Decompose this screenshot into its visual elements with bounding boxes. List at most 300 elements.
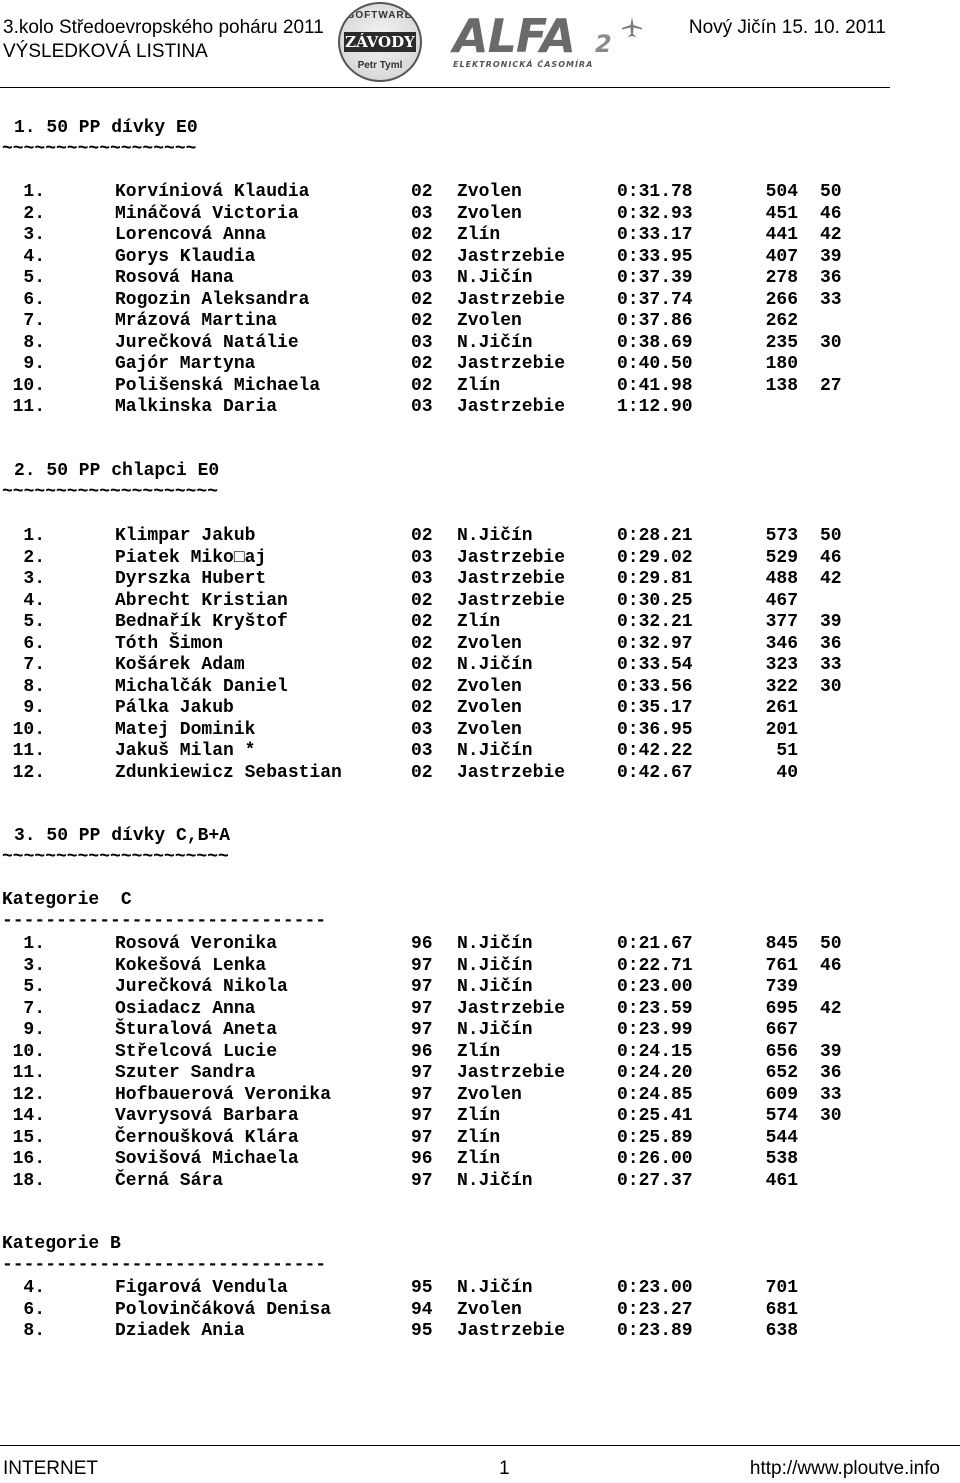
result-row bbox=[0, 1278, 860, 1299]
points: 488 bbox=[765, 569, 798, 589]
points: 180 bbox=[765, 354, 798, 374]
club: Jastrzebie bbox=[457, 763, 566, 783]
swimmer-name: Szuter Sandra bbox=[115, 1063, 256, 1083]
result-row bbox=[0, 569, 860, 590]
cup-points: 42 bbox=[820, 225, 842, 245]
category-heading: Kategorie C bbox=[2, 890, 132, 910]
rank: 1. bbox=[23, 182, 45, 202]
result-row bbox=[0, 182, 860, 203]
event-title: 3.kolo Středoevropského poháru 2011 bbox=[3, 17, 324, 38]
points: 638 bbox=[765, 1321, 798, 1341]
rank: 16. bbox=[12, 1149, 45, 1169]
club: N.Jičín bbox=[457, 333, 533, 353]
points: 51 bbox=[776, 741, 798, 761]
points: 322 bbox=[765, 677, 798, 697]
swimmer-name: Rosová Hana bbox=[115, 268, 234, 288]
club: Jastrzebie bbox=[457, 397, 566, 417]
rank: 8. bbox=[23, 333, 45, 353]
birth-year: 97 bbox=[411, 1020, 433, 1040]
result-row bbox=[0, 1085, 860, 1106]
swimmer-name: Jurečková Nikola bbox=[115, 977, 288, 997]
result-row bbox=[0, 763, 860, 784]
page-number: 1 bbox=[499, 1458, 510, 1479]
cup-points: 33 bbox=[820, 1085, 842, 1105]
points: 529 bbox=[765, 548, 798, 568]
category-heading: Kategorie B bbox=[2, 1234, 121, 1254]
points: 346 bbox=[765, 634, 798, 654]
points: 695 bbox=[765, 999, 798, 1019]
swimmer-name: Jurečková Natálie bbox=[115, 333, 299, 353]
swimmer-name: Rosová Veronika bbox=[115, 934, 278, 954]
club: Jastrzebie bbox=[457, 247, 566, 267]
rank: 9. bbox=[23, 1020, 45, 1040]
result-row bbox=[0, 333, 860, 354]
birth-year: 03 bbox=[411, 333, 433, 353]
cup-points: 42 bbox=[820, 999, 842, 1019]
points: 538 bbox=[765, 1149, 798, 1169]
club: N.Jičín bbox=[457, 1171, 533, 1191]
swimmer-name: Figarová Vendula bbox=[115, 1278, 288, 1298]
time: 0:33.54 bbox=[617, 655, 693, 675]
cup-points: 42 bbox=[820, 569, 842, 589]
swimmer-name: Sovišová Michaela bbox=[115, 1149, 299, 1169]
result-row bbox=[0, 956, 860, 977]
points: 667 bbox=[765, 1020, 798, 1040]
cup-points: 46 bbox=[820, 204, 842, 224]
rank: 6. bbox=[23, 1300, 45, 1320]
result-row bbox=[0, 934, 860, 955]
time: 0:35.17 bbox=[617, 698, 693, 718]
time: 0:37.39 bbox=[617, 268, 693, 288]
points: 261 bbox=[765, 698, 798, 718]
time: 0:42.67 bbox=[617, 763, 693, 783]
time: 0:21.67 bbox=[617, 934, 693, 954]
document-title: VÝSLEDKOVÁ LISTINA bbox=[3, 41, 208, 62]
swimmer-name: Lorencová Anna bbox=[115, 225, 267, 245]
club: Jastrzebie bbox=[457, 290, 566, 310]
birth-year: 02 bbox=[411, 677, 433, 697]
rank: 4. bbox=[23, 591, 45, 611]
points: 138 bbox=[765, 376, 798, 396]
birth-year: 97 bbox=[411, 956, 433, 976]
result-row bbox=[0, 225, 860, 246]
rank: 2. bbox=[23, 204, 45, 224]
time: 0:24.15 bbox=[617, 1042, 693, 1062]
rank: 10. bbox=[12, 1042, 45, 1062]
time: 0:33.17 bbox=[617, 225, 693, 245]
cup-points: 36 bbox=[820, 634, 842, 654]
rank: 11. bbox=[12, 1063, 45, 1083]
club: Jastrzebie bbox=[457, 591, 566, 611]
airplane-icon bbox=[621, 16, 643, 38]
rank: 8. bbox=[23, 677, 45, 697]
points: 701 bbox=[765, 1278, 798, 1298]
club: Zlín bbox=[457, 225, 501, 245]
club: N.Jičín bbox=[457, 268, 533, 288]
result-row bbox=[0, 247, 860, 268]
cup-points: 36 bbox=[820, 268, 842, 288]
rank: 9. bbox=[23, 698, 45, 718]
club: Zlín bbox=[457, 1042, 501, 1062]
points: 278 bbox=[765, 268, 798, 288]
points: 377 bbox=[765, 612, 798, 632]
swimmer-name: Korvíniová Klaudia bbox=[115, 182, 310, 202]
points: 441 bbox=[765, 225, 798, 245]
cup-points: 39 bbox=[820, 1042, 842, 1062]
result-row bbox=[0, 548, 860, 569]
rank: 1. bbox=[23, 934, 45, 954]
club: N.Jičín bbox=[457, 741, 533, 761]
swimmer-name: Matej Dominik bbox=[115, 720, 256, 740]
result-row bbox=[0, 1020, 860, 1041]
time: 0:24.20 bbox=[617, 1063, 693, 1083]
time: 0:38.69 bbox=[617, 333, 693, 353]
rank: 10. bbox=[12, 376, 45, 396]
rank: 7. bbox=[23, 999, 45, 1019]
swimmer-name: Michalčák Daniel bbox=[115, 677, 288, 697]
club: Zlín bbox=[457, 1128, 501, 1148]
time: 0:29.81 bbox=[617, 569, 693, 589]
time: 0:36.95 bbox=[617, 720, 693, 740]
time: 0:32.21 bbox=[617, 612, 693, 632]
cup-points: 50 bbox=[820, 526, 842, 546]
rank: 4. bbox=[23, 247, 45, 267]
rank: 1. bbox=[23, 526, 45, 546]
swimmer-name: Vavrysová Barbara bbox=[115, 1106, 299, 1126]
footer-url: http://www.ploutve.info bbox=[749, 1458, 940, 1479]
club: Zvolen bbox=[457, 204, 522, 224]
birth-year: 02 bbox=[411, 290, 433, 310]
time: 0:37.86 bbox=[617, 311, 693, 331]
points: 323 bbox=[765, 655, 798, 675]
swimmer-name: Mrázová Martina bbox=[115, 311, 278, 331]
club: Jastrzebie bbox=[457, 1321, 566, 1341]
birth-year: 97 bbox=[411, 1128, 433, 1148]
cup-points: 36 bbox=[820, 1063, 842, 1083]
time: 0:23.99 bbox=[617, 1020, 693, 1040]
club: N.Jičín bbox=[457, 977, 533, 997]
result-row bbox=[0, 1106, 860, 1127]
points: 262 bbox=[765, 311, 798, 331]
birth-year: 03 bbox=[411, 720, 433, 740]
result-row bbox=[0, 655, 860, 676]
birth-year: 97 bbox=[411, 999, 433, 1019]
cup-points: 46 bbox=[820, 548, 842, 568]
birth-year: 02 bbox=[411, 634, 433, 654]
time: 0:23.89 bbox=[617, 1321, 693, 1341]
birth-year: 95 bbox=[411, 1278, 433, 1298]
time: 0:26.00 bbox=[617, 1149, 693, 1169]
swimmer-name: Tóth Šimon bbox=[115, 634, 224, 654]
time: 0:23.27 bbox=[617, 1300, 693, 1320]
section-underline: ~~~~~~~~~~~~~~~~~~~~~ bbox=[2, 847, 229, 867]
time: 0:25.89 bbox=[617, 1128, 693, 1148]
birth-year: 03 bbox=[411, 397, 433, 417]
points: 544 bbox=[765, 1128, 798, 1148]
points: 656 bbox=[765, 1042, 798, 1062]
time: 0:29.02 bbox=[617, 548, 693, 568]
rank: 3. bbox=[23, 569, 45, 589]
club: N.Jičín bbox=[457, 934, 533, 954]
points: 761 bbox=[765, 956, 798, 976]
birth-year: 96 bbox=[411, 1149, 433, 1169]
result-row bbox=[0, 1128, 860, 1149]
alfa-logo-caption: ELEKTRONICKÁ ČASOMÍRA bbox=[453, 60, 594, 69]
cup-points: 30 bbox=[820, 333, 842, 353]
result-row bbox=[0, 311, 860, 332]
swimmer-name: Černoušková Klára bbox=[115, 1128, 299, 1148]
rank: 9. bbox=[23, 354, 45, 374]
birth-year: 97 bbox=[411, 1171, 433, 1191]
club: Zvolen bbox=[457, 182, 522, 202]
rank: 4. bbox=[23, 1278, 45, 1298]
points: 609 bbox=[765, 1085, 798, 1105]
points: 845 bbox=[765, 934, 798, 954]
points: 40 bbox=[776, 763, 798, 783]
points: 573 bbox=[765, 526, 798, 546]
swimmer-name: Šturalová Aneta bbox=[115, 1020, 278, 1040]
time: 0:22.71 bbox=[617, 956, 693, 976]
rank: 5. bbox=[23, 268, 45, 288]
club: N.Jičín bbox=[457, 1278, 533, 1298]
section-title: 1. 50 PP dívky E0 bbox=[14, 118, 198, 138]
result-row bbox=[0, 204, 860, 225]
result-row bbox=[0, 1063, 860, 1084]
result-row bbox=[0, 354, 860, 375]
rank: 7. bbox=[23, 655, 45, 675]
time: 0:41.98 bbox=[617, 376, 693, 396]
swimmer-name: Černá Sára bbox=[115, 1171, 224, 1191]
club: Zlín bbox=[457, 1149, 501, 1169]
result-row bbox=[0, 397, 860, 418]
points: 739 bbox=[765, 977, 798, 997]
time: 0:25.41 bbox=[617, 1106, 693, 1126]
swimmer-name: Zdunkiewicz Sebastian bbox=[115, 763, 342, 783]
club: Jastrzebie bbox=[457, 999, 566, 1019]
club: N.Jičín bbox=[457, 1020, 533, 1040]
club: N.Jičín bbox=[457, 526, 533, 546]
club: Zvolen bbox=[457, 1300, 522, 1320]
rank: 5. bbox=[23, 612, 45, 632]
club: Zvolen bbox=[457, 720, 522, 740]
points: 652 bbox=[765, 1063, 798, 1083]
club: Zvolen bbox=[457, 698, 522, 718]
result-row bbox=[0, 526, 860, 547]
birth-year: 96 bbox=[411, 1042, 433, 1062]
swimmer-name: Gajór Martyna bbox=[115, 354, 256, 374]
swimmer-name: Jakuš Milan * bbox=[115, 741, 256, 761]
rank: 18. bbox=[12, 1171, 45, 1191]
swimmer-name: Mináčová Victoria bbox=[115, 204, 299, 224]
alfa-logo-word: ALFA bbox=[453, 9, 576, 63]
rank: 12. bbox=[12, 763, 45, 783]
time: 0:33.95 bbox=[617, 247, 693, 267]
cup-points: 50 bbox=[820, 182, 842, 202]
points: 681 bbox=[765, 1300, 798, 1320]
cup-points: 30 bbox=[820, 677, 842, 697]
footer-source: INTERNET bbox=[3, 1458, 98, 1479]
points: 461 bbox=[765, 1171, 798, 1191]
birth-year: 97 bbox=[411, 977, 433, 997]
rank: 7. bbox=[23, 311, 45, 331]
result-row bbox=[0, 999, 860, 1020]
swimmer-name: Dyrszka Hubert bbox=[115, 569, 267, 589]
result-row bbox=[0, 1321, 860, 1342]
result-row bbox=[0, 591, 860, 612]
result-row bbox=[0, 1149, 860, 1170]
rank: 12. bbox=[12, 1085, 45, 1105]
rank: 8. bbox=[23, 1321, 45, 1341]
birth-year: 97 bbox=[411, 1106, 433, 1126]
birth-year: 02 bbox=[411, 182, 433, 202]
logo-band-text: ZÁVODY bbox=[345, 33, 415, 51]
category-rule: ------------------------------ bbox=[2, 911, 327, 931]
birth-year: 94 bbox=[411, 1300, 433, 1320]
swimmer-name: Osiadacz Anna bbox=[115, 999, 256, 1019]
birth-year: 02 bbox=[411, 247, 433, 267]
time: 0:30.25 bbox=[617, 591, 693, 611]
cup-points: 33 bbox=[820, 655, 842, 675]
club: Jastrzebie bbox=[457, 548, 566, 568]
club: Zlín bbox=[457, 1106, 501, 1126]
birth-year: 03 bbox=[411, 741, 433, 761]
time: 0:42.22 bbox=[617, 741, 693, 761]
points: 504 bbox=[765, 182, 798, 202]
birth-year: 02 bbox=[411, 655, 433, 675]
time: 0:27.37 bbox=[617, 1171, 693, 1191]
rank: 11. bbox=[12, 397, 45, 417]
points: 407 bbox=[765, 247, 798, 267]
time: 0:40.50 bbox=[617, 354, 693, 374]
time: 0:31.78 bbox=[617, 182, 693, 202]
rank: 2. bbox=[23, 548, 45, 568]
birth-year: 96 bbox=[411, 934, 433, 954]
rank: 14. bbox=[12, 1106, 45, 1126]
swimmer-name: Bednařík Kryštof bbox=[115, 612, 288, 632]
rank: 10. bbox=[12, 720, 45, 740]
swimmer-name: Hofbauerová Veronika bbox=[115, 1085, 332, 1105]
cup-points: 39 bbox=[820, 247, 842, 267]
points: 235 bbox=[765, 333, 798, 353]
birth-year: 02 bbox=[411, 591, 433, 611]
category-rule: ------------------------------ bbox=[2, 1255, 327, 1275]
rank: 3. bbox=[23, 225, 45, 245]
birth-year: 02 bbox=[411, 225, 433, 245]
points: 201 bbox=[765, 720, 798, 740]
swimmer-name: Malkinska Daria bbox=[115, 397, 278, 417]
footer-divider bbox=[0, 1445, 960, 1446]
points: 467 bbox=[765, 591, 798, 611]
rank: 3. bbox=[23, 956, 45, 976]
time: 0:23.00 bbox=[617, 1278, 693, 1298]
rank: 6. bbox=[23, 634, 45, 654]
birth-year: 02 bbox=[411, 526, 433, 546]
time: 0:23.00 bbox=[617, 977, 693, 997]
swimmer-name: Dziadek Ania bbox=[115, 1321, 245, 1341]
time: 0:28.21 bbox=[617, 526, 693, 546]
birth-year: 02 bbox=[411, 612, 433, 632]
swimmer-name: Abrecht Kristian bbox=[115, 591, 288, 611]
result-row bbox=[0, 1171, 860, 1192]
section-title: 2. 50 PP chlapci E0 bbox=[14, 461, 220, 481]
zavody-software-logo bbox=[338, 2, 422, 82]
rank: 6. bbox=[23, 290, 45, 310]
points: 451 bbox=[765, 204, 798, 224]
result-row bbox=[0, 720, 860, 741]
time: 0:32.93 bbox=[617, 204, 693, 224]
swimmer-name: Pálka Jakub bbox=[115, 698, 234, 718]
time: 1:12.90 bbox=[617, 397, 693, 417]
birth-year: 95 bbox=[411, 1321, 433, 1341]
swimmer-name: Gorys Klaudia bbox=[115, 247, 256, 267]
birth-year: 03 bbox=[411, 569, 433, 589]
swimmer-name: Kokešová Lenka bbox=[115, 956, 267, 976]
result-row bbox=[0, 741, 860, 762]
result-row bbox=[0, 634, 860, 655]
section-underline: ~~~~~~~~~~~~~~~~~~ bbox=[2, 139, 197, 159]
birth-year: 02 bbox=[411, 763, 433, 783]
time: 0:32.97 bbox=[617, 634, 693, 654]
result-row bbox=[0, 698, 860, 719]
cup-points: 50 bbox=[820, 934, 842, 954]
club: Zvolen bbox=[457, 677, 522, 697]
birth-year: 02 bbox=[411, 311, 433, 331]
birth-year: 03 bbox=[411, 548, 433, 568]
birth-year: 02 bbox=[411, 354, 433, 374]
time: 0:24.85 bbox=[617, 1085, 693, 1105]
birth-year: 03 bbox=[411, 204, 433, 224]
club: Zvolen bbox=[457, 634, 522, 654]
club: Jastrzebie bbox=[457, 569, 566, 589]
result-row bbox=[0, 1042, 860, 1063]
place-date: Nový Jičín 15. 10. 2011 bbox=[688, 17, 886, 38]
swimmer-name: Piatek Miko□aj bbox=[115, 548, 267, 568]
birth-year: 97 bbox=[411, 1063, 433, 1083]
result-row bbox=[0, 677, 860, 698]
club: Zvolen bbox=[457, 1085, 522, 1105]
section-title: 3. 50 PP dívky C,B+A bbox=[14, 826, 231, 846]
rank: 15. bbox=[12, 1128, 45, 1148]
header-divider bbox=[0, 87, 890, 88]
result-row bbox=[0, 612, 860, 633]
club: Zlín bbox=[457, 376, 501, 396]
result-row bbox=[0, 290, 860, 311]
rank: 5. bbox=[23, 977, 45, 997]
logo-top-text: SOFTWARE bbox=[347, 10, 413, 21]
alfa-logo-suffix: 2 bbox=[595, 30, 612, 58]
result-row bbox=[0, 268, 860, 289]
club: Zvolen bbox=[457, 311, 522, 331]
time: 0:33.56 bbox=[617, 677, 693, 697]
result-row bbox=[0, 376, 860, 397]
swimmer-name: Polovinčáková Denisa bbox=[115, 1300, 332, 1320]
birth-year: 02 bbox=[411, 376, 433, 396]
cup-points: 39 bbox=[820, 612, 842, 632]
rank: 11. bbox=[12, 741, 45, 761]
birth-year: 03 bbox=[411, 268, 433, 288]
alfa-timing-logo bbox=[453, 9, 643, 72]
club: N.Jičín bbox=[457, 956, 533, 976]
club: Zlín bbox=[457, 612, 501, 632]
points: 574 bbox=[765, 1106, 798, 1126]
club: Jastrzebie bbox=[457, 1063, 566, 1083]
cup-points: 46 bbox=[820, 956, 842, 976]
swimmer-name: Střelcová Lucie bbox=[115, 1042, 278, 1062]
birth-year: 97 bbox=[411, 1085, 433, 1105]
result-row bbox=[0, 1300, 860, 1321]
cup-points: 30 bbox=[820, 1106, 842, 1126]
section-underline: ~~~~~~~~~~~~~~~~~~~~ bbox=[2, 482, 219, 502]
